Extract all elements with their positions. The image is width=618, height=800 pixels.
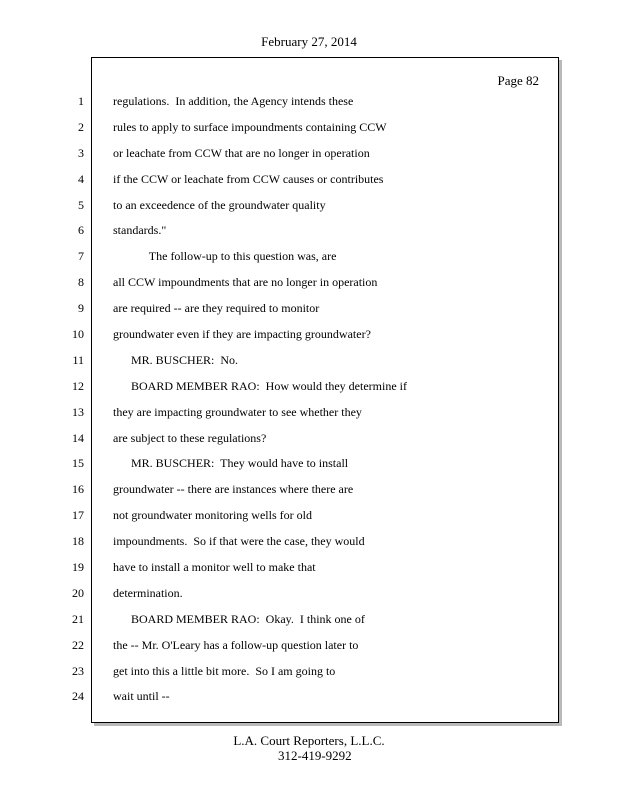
transcript-line: BOARD MEMBER RAO: Okay. I think one of xyxy=(113,611,365,626)
page-number-label: Page 82 xyxy=(497,73,539,88)
line-number: 7 xyxy=(78,249,84,264)
transcript-line: wait until -- xyxy=(113,689,170,704)
line-number: 8 xyxy=(78,275,84,290)
line-number: 21 xyxy=(72,611,84,626)
transcript-line: are subject to these regulations? xyxy=(113,430,267,445)
line-number: 20 xyxy=(72,585,84,600)
footer-company-name: L.A. Court Reporters, L.L.C. xyxy=(233,733,385,748)
transcript-line: get into this a little bit more. So I am going to xyxy=(113,663,336,678)
transcript-line: to an exceedence of the groundwater quality xyxy=(113,197,326,212)
line-number: 10 xyxy=(72,327,84,342)
transcript-line: are required -- are they required to monitor xyxy=(113,301,320,316)
line-number: 18 xyxy=(72,534,84,549)
line-number: 9 xyxy=(78,301,84,316)
line-number: 12 xyxy=(72,378,84,393)
footer-phone-number: 312-419-9292 xyxy=(278,748,352,763)
transcript-line: all CCW impoundments that are no longer in operation xyxy=(113,275,378,290)
transcript-line: The follow-up to this question was, are xyxy=(113,249,337,264)
line-number-column xyxy=(60,93,84,714)
transcript-text xyxy=(113,93,553,714)
transcript-line: regulations. In addition, the Agency intends these xyxy=(113,94,354,108)
line-number: 17 xyxy=(72,508,84,523)
transcript-line: not groundwater monitoring wells for old xyxy=(113,508,312,523)
line-number: 5 xyxy=(78,197,84,212)
page-footer xyxy=(0,733,618,763)
line-number: 23 xyxy=(72,663,84,678)
line-number: 2 xyxy=(78,119,84,134)
line-number: 13 xyxy=(72,404,84,419)
transcript-line: have to install a monitor well to make that xyxy=(113,560,316,575)
transcript-line: standards." xyxy=(113,223,167,238)
line-number: 6 xyxy=(78,223,84,238)
line-number: 22 xyxy=(72,637,84,652)
line-number: 3 xyxy=(78,145,84,160)
transcript-line: the -- Mr. O'Leary has a follow-up question later to xyxy=(113,637,359,652)
transcript-line: or leachate from CCW that are no longer in operation xyxy=(113,145,370,160)
line-number: 24 xyxy=(72,689,84,704)
transcript-line: determination. xyxy=(113,585,183,600)
line-number: 4 xyxy=(78,171,84,186)
transcript-line: groundwater -- there are instances where there are xyxy=(113,482,354,497)
line-number: 15 xyxy=(72,456,84,471)
line-number: 16 xyxy=(72,482,84,497)
transcript-line: MR. BUSCHER: No. xyxy=(113,352,239,367)
line-number: 19 xyxy=(72,560,84,575)
line-number: 14 xyxy=(72,430,84,445)
transcript-line: they are impacting groundwater to see whether they xyxy=(113,404,362,419)
transcript-line: groundwater even if they are impacting groundwater? xyxy=(113,327,371,342)
transcript-line: rules to apply to surface impoundments containing CCW xyxy=(113,119,387,134)
header-date: February 27, 2014 xyxy=(261,34,357,49)
line-number: 1 xyxy=(78,94,84,108)
transcript-line: BOARD MEMBER RAO: How would they determine if xyxy=(113,378,407,393)
transcript-line: impoundments. So if that were the case, they would xyxy=(113,534,365,549)
transcript-line: MR. BUSCHER: They would have to install xyxy=(113,456,349,471)
transcript-line: if the CCW or leachate from CCW causes or contributes xyxy=(113,171,384,186)
line-number: 11 xyxy=(72,352,84,367)
